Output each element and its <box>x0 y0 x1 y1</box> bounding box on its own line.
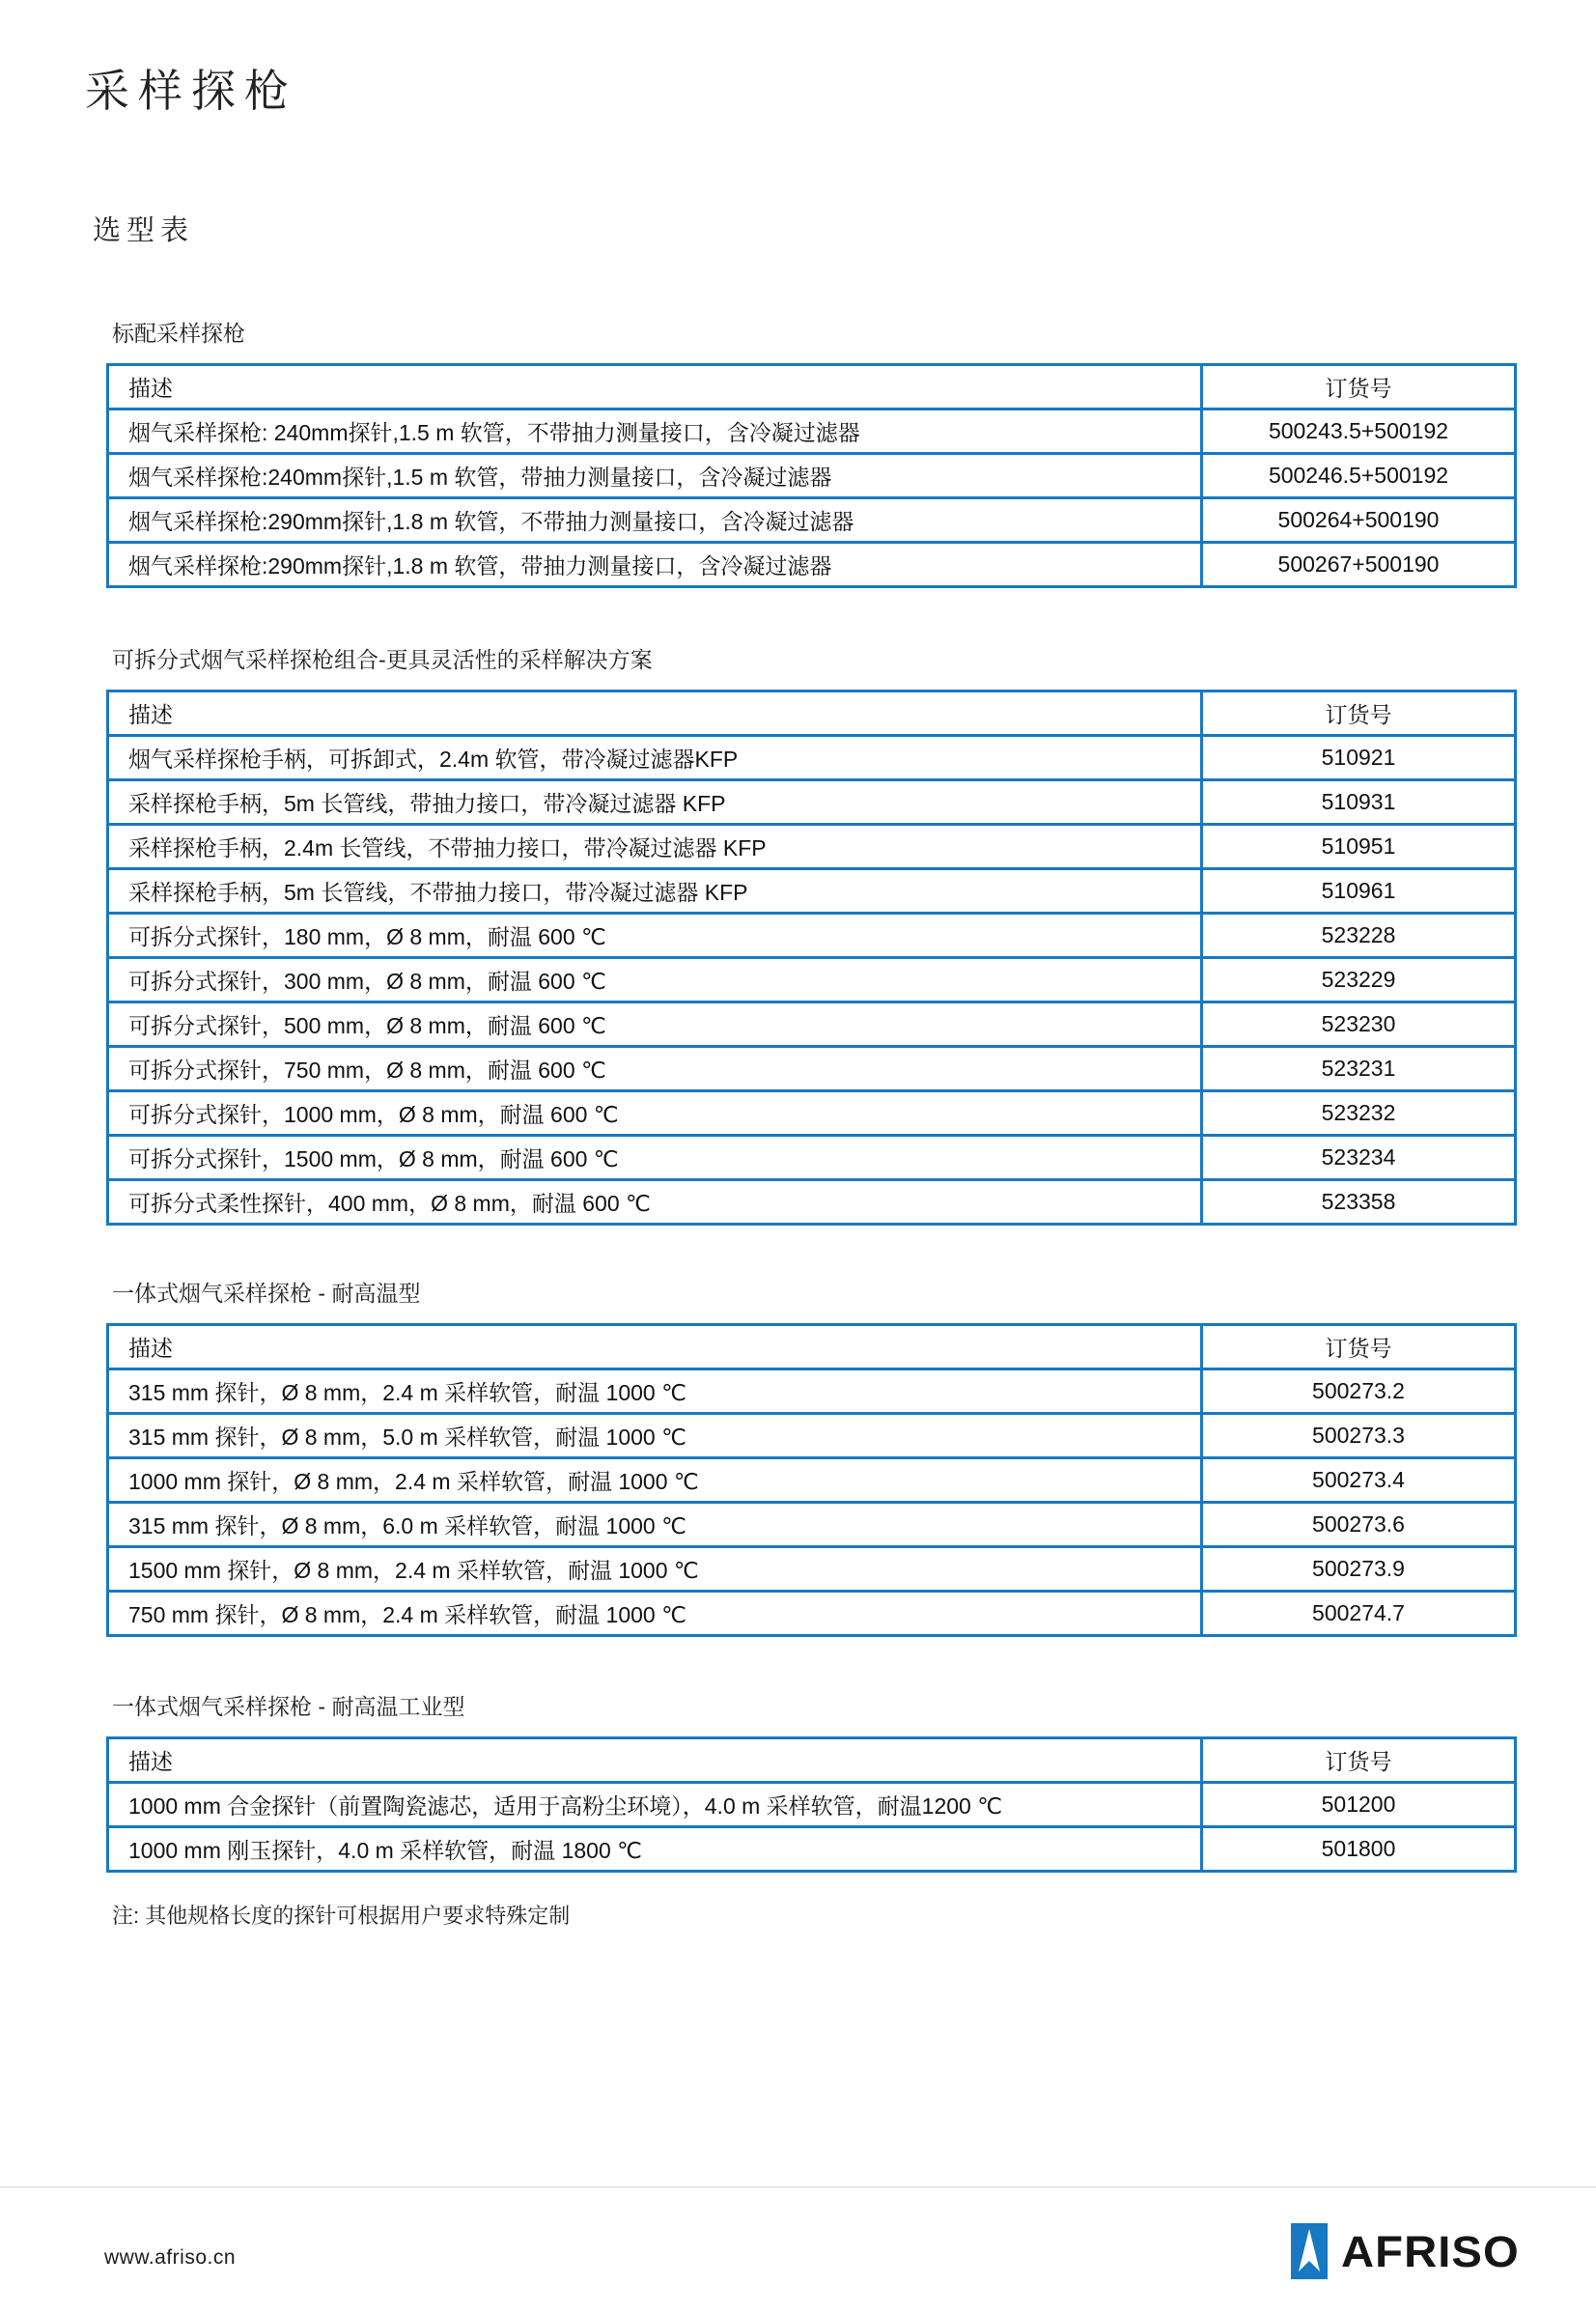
afriso-logo-icon <box>1291 2223 1328 2279</box>
afriso-logo <box>1291 2223 1520 2279</box>
column-header-order-number: 订货号 <box>1202 691 1516 736</box>
page-title: 采样探枪 <box>85 66 297 116</box>
table-integrated-industrial <box>106 1736 1517 1873</box>
table-row <box>108 1180 1516 1225</box>
table-row <box>108 498 1516 543</box>
table-header-row <box>108 1325 1516 1369</box>
row-description: 可拆分式探针，1000 mm，Ø 8 mm，耐温 600 ℃ <box>108 1091 1202 1136</box>
row-order-number: 500273.6 <box>1202 1503 1516 1547</box>
table-row <box>108 825 1516 869</box>
row-description: 烟气采样探枪:290mm探针,1.8 m 软管，带抽力测量接口，含冷凝过滤器 <box>108 543 1202 587</box>
row-description: 1500 mm 探针，Ø 8 mm，2.4 m 采样软管，耐温 1000 ℃ <box>108 1547 1202 1592</box>
row-order-number: 510951 <box>1202 825 1516 869</box>
column-header-order-number: 订货号 <box>1202 365 1516 409</box>
footer-website-link[interactable]: www.afriso.cn <box>104 2246 237 2269</box>
section-label-detachable-probes: 可拆分式烟气采样探枪组合-更具灵活性的采样解决方案 <box>112 647 653 672</box>
table-header-row <box>108 1738 1516 1783</box>
table-row <box>108 1547 1516 1592</box>
row-description: 1000 mm 刚玉探针，4.0 m 采样软管，耐温 1800 ℃ <box>108 1827 1202 1872</box>
section-label-integrated-industrial: 一体式烟气采样探枪 - 耐高温工业型 <box>112 1694 465 1719</box>
row-order-number: 500273.9 <box>1202 1547 1516 1592</box>
row-description: 可拆分式探针，180 mm，Ø 8 mm，耐温 600 ℃ <box>108 914 1202 958</box>
row-description: 烟气采样探枪:290mm探针,1.8 m 软管，不带抽力测量接口，含冷凝过滤器 <box>108 498 1202 543</box>
row-description: 采样探枪手柄，2.4m 长管线，不带抽力接口，带冷凝过滤器 KFP <box>108 825 1202 869</box>
column-header-description: 描述 <box>108 365 1202 409</box>
row-description: 可拆分式探针，750 mm，Ø 8 mm，耐温 600 ℃ <box>108 1047 1202 1091</box>
row-order-number: 500273.4 <box>1202 1458 1516 1503</box>
row-order-number: 500243.5+500192 <box>1202 409 1516 454</box>
row-order-number: 510961 <box>1202 869 1516 914</box>
row-description: 750 mm 探针，Ø 8 mm，2.4 m 采样软管，耐温 1000 ℃ <box>108 1592 1202 1636</box>
table-row <box>108 914 1516 958</box>
column-header-description: 描述 <box>108 1738 1202 1783</box>
table-row <box>108 409 1516 454</box>
row-order-number: 523230 <box>1202 1002 1516 1047</box>
column-header-order-number: 订货号 <box>1202 1738 1516 1783</box>
row-order-number: 523228 <box>1202 914 1516 958</box>
table-row <box>108 454 1516 498</box>
row-description: 烟气采样探枪: 240mm探针,1.5 m 软管，不带抽力测量接口，含冷凝过滤器 <box>108 409 1202 454</box>
table-row <box>108 1783 1516 1827</box>
row-order-number: 510931 <box>1202 780 1516 825</box>
table-standard-probes <box>106 363 1517 588</box>
table-row <box>108 1136 1516 1180</box>
section-label-standard-probes: 标配采样探枪 <box>112 321 245 346</box>
table-row <box>108 1047 1516 1091</box>
afriso-logo-text: AFRISO <box>1340 2226 1520 2276</box>
table-row <box>108 543 1516 587</box>
row-order-number: 510921 <box>1202 736 1516 780</box>
row-order-number: 523234 <box>1202 1136 1516 1180</box>
table-header-row <box>108 365 1516 409</box>
spire-arrow-icon <box>1291 2223 1328 2279</box>
row-description: 烟气采样探枪手柄，可拆卸式，2.4m 软管，带冷凝过滤器KFP <box>108 736 1202 780</box>
row-order-number: 500246.5+500192 <box>1202 454 1516 498</box>
column-header-description: 描述 <box>108 1325 1202 1369</box>
row-order-number: 500273.2 <box>1202 1369 1516 1414</box>
table-row <box>108 1091 1516 1136</box>
table-header-row <box>108 691 1516 736</box>
row-description: 采样探枪手柄，5m 长管线，不带抽力接口，带冷凝过滤器 KFP <box>108 869 1202 914</box>
table-row <box>108 1369 1516 1414</box>
table-integrated-high-temp <box>106 1323 1517 1637</box>
row-description: 1000 mm 合金探针（前置陶瓷滤芯，适用于高粉尘环境），4.0 m 采样软管，耐温1200 ℃ <box>108 1783 1202 1827</box>
row-order-number: 500273.3 <box>1202 1414 1516 1458</box>
table-row <box>108 1827 1516 1872</box>
row-description: 可拆分式柔性探针，400 mm，Ø 8 mm，耐温 600 ℃ <box>108 1180 1202 1225</box>
table-row <box>108 780 1516 825</box>
table-row <box>108 736 1516 780</box>
table-detachable-probes <box>106 690 1517 1226</box>
column-header-description: 描述 <box>108 691 1202 736</box>
row-description: 1000 mm 探针，Ø 8 mm，2.4 m 采样软管，耐温 1000 ℃ <box>108 1458 1202 1503</box>
table-row <box>108 1458 1516 1503</box>
row-order-number: 523358 <box>1202 1180 1516 1225</box>
table-row <box>108 1002 1516 1047</box>
custom-order-note: 注: 其他规格长度的探针可根据用户要求特殊定制 <box>112 1904 571 1928</box>
table-row <box>108 869 1516 914</box>
table-row <box>108 958 1516 1002</box>
row-order-number: 523232 <box>1202 1091 1516 1136</box>
row-description: 可拆分式探针，300 mm，Ø 8 mm，耐温 600 ℃ <box>108 958 1202 1002</box>
table-row <box>108 1414 1516 1458</box>
section-label-integrated-high-temp: 一体式烟气采样探枪 - 耐高温型 <box>112 1281 421 1306</box>
row-description: 315 mm 探针，Ø 8 mm，5.0 m 采样软管，耐温 1000 ℃ <box>108 1414 1202 1458</box>
row-order-number: 500264+500190 <box>1202 498 1516 543</box>
row-order-number: 500267+500190 <box>1202 543 1516 587</box>
column-header-order-number: 订货号 <box>1202 1325 1516 1369</box>
row-description: 采样探枪手柄，5m 长管线，带抽力接口，带冷凝过滤器 KFP <box>108 780 1202 825</box>
table-row <box>108 1592 1516 1636</box>
page-subtitle: 选型表 <box>93 215 195 246</box>
row-order-number: 500274.7 <box>1202 1592 1516 1636</box>
row-description: 可拆分式探针，1500 mm，Ø 8 mm，耐温 600 ℃ <box>108 1136 1202 1180</box>
row-description: 315 mm 探针，Ø 8 mm，6.0 m 采样软管，耐温 1000 ℃ <box>108 1503 1202 1547</box>
row-description: 可拆分式探针，500 mm，Ø 8 mm，耐温 600 ℃ <box>108 1002 1202 1047</box>
row-order-number: 523229 <box>1202 958 1516 1002</box>
row-description: 315 mm 探针，Ø 8 mm，2.4 m 采样软管，耐温 1000 ℃ <box>108 1369 1202 1414</box>
table-row <box>108 1503 1516 1547</box>
row-description: 烟气采样探枪:240mm探针,1.5 m 软管，带抽力测量接口，含冷凝过滤器 <box>108 454 1202 498</box>
row-order-number: 501200 <box>1202 1783 1516 1827</box>
row-order-number: 501800 <box>1202 1827 1516 1872</box>
row-order-number: 523231 <box>1202 1047 1516 1091</box>
